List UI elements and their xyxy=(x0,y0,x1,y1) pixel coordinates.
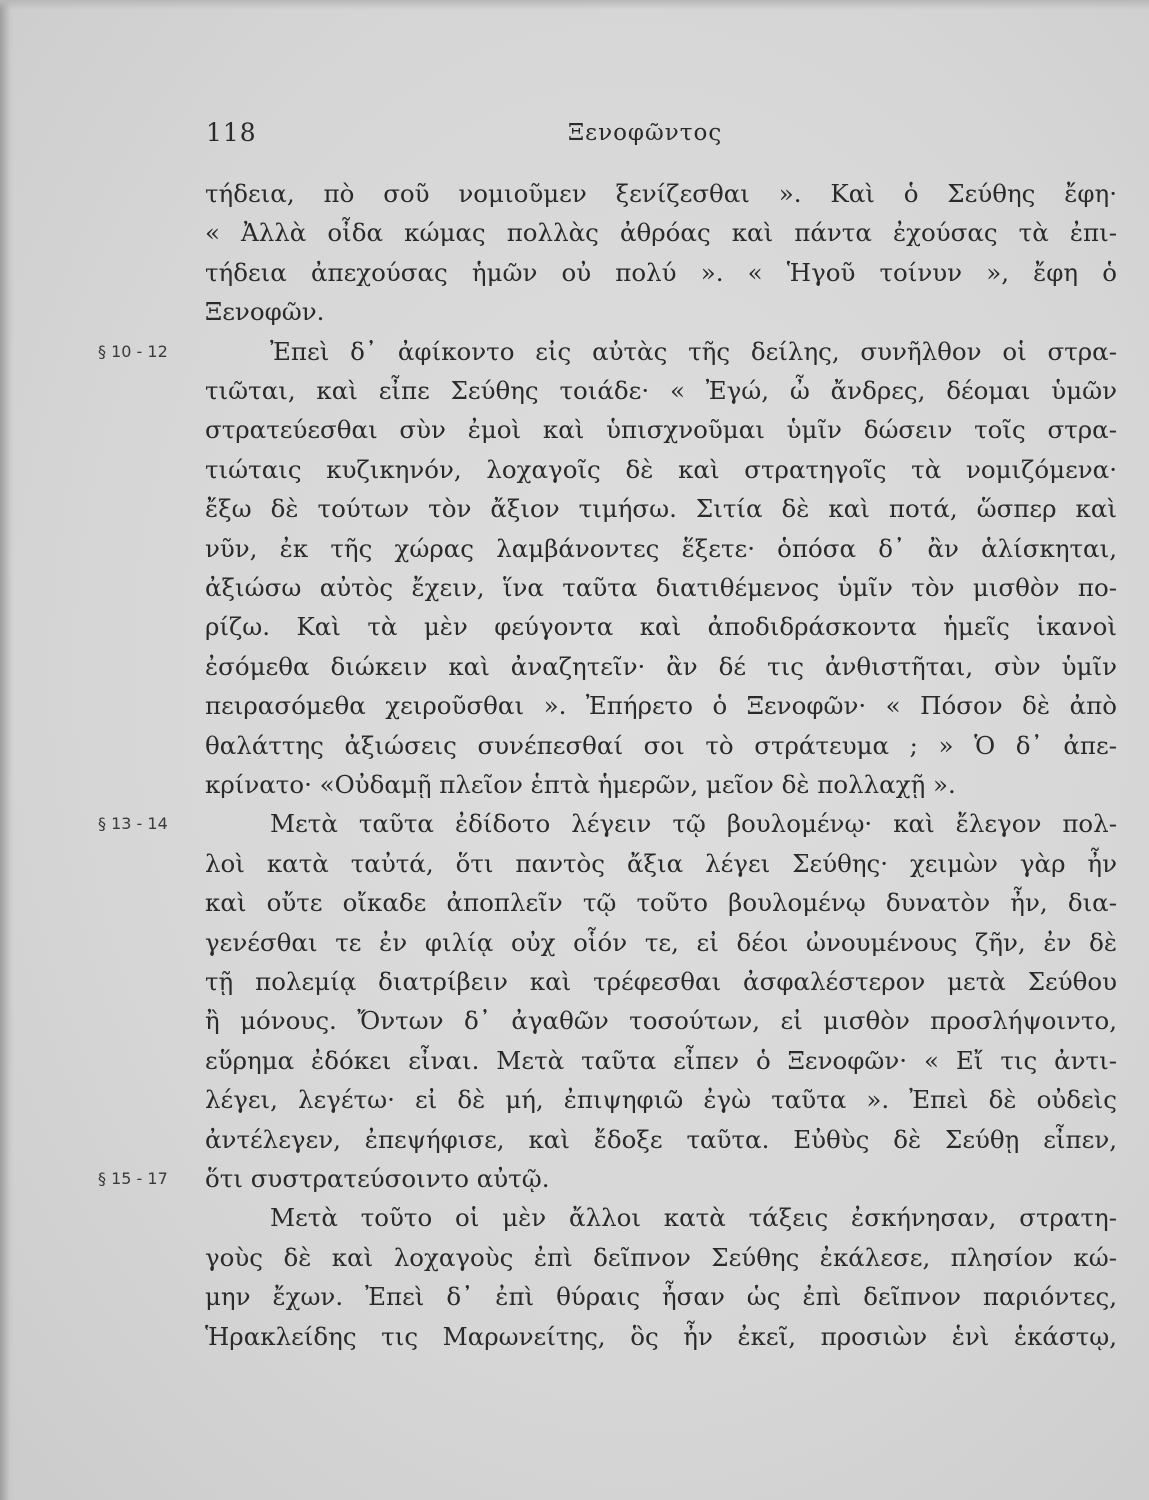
text-line: καὶ οὔτε οἴκαδε ἀποπλεῖν τῷ τοῦτο βουλομένῳ δυνατὸν ἦν, δια- xyxy=(205,888,1117,918)
text-line: Ἐπεὶ δ᾽ ἀφίκοντο εἰς αὐτὰς τῆς δείλης, συνῆλθον οἱ στρα- xyxy=(270,336,1117,366)
text-line: ρίζω. Καὶ τὰ μὲν φεύγοντα καὶ ἀποδιδράσκοντα ἡμεῖς ἱκανοὶ xyxy=(205,612,1117,642)
text-line: τιῶται, καὶ εἶπε Σεύθης τοιάδε· « Ἐγώ, ὦ ἄνδρες, δέομαι ὑμῶν xyxy=(205,376,1117,405)
text-line: γενέσθαι τε ἐν φιλίᾳ οὐχ οἷόν τε, εἰ δέοι ὠνουμένους ζῆν, ἐν δὲ xyxy=(205,927,1117,957)
text-line: ἔξω δὲ τούτων τὸν ἄξιον τιμήσω. Σιτία δὲ καὶ ποτά, ὥσπερ καὶ xyxy=(205,494,1117,524)
text-line: ἢ μόνους. Ὄντων δ᾽ ἀγαθῶν τοσούτων, εἰ μισθὸν προσλήψοιντο, xyxy=(205,1006,1117,1036)
text-line: νῦν, ἐκ τῆς χώρας λαμβάνοντες ἕξετε· ὁπόσα δ᾽ ἂν ἁλίσκηται, xyxy=(205,533,1117,563)
text-line: ὅτι συστρατεύσοιντο αὐτῷ. xyxy=(205,1164,550,1193)
text-line: τῇ πολεμίᾳ διατρίβειν καὶ τρέφεσθαι ἀσφαλέστερον μετὰ Σεύθου xyxy=(205,967,1117,996)
text-line: τιώταις κυζικηνόν, λοχαγοῖς δὲ καὶ στρατηγοῖς τὰ νομιζόμενα· xyxy=(205,454,1117,484)
page-top-shadow xyxy=(0,0,1149,10)
section-marginal-note: § 13 - 14 xyxy=(98,814,168,834)
text-line: γοὺς δὲ καὶ λοχαγοὺς ἐπὶ δεῖπνον Σεύθης ἐκάλεσε, πλησίον κώ- xyxy=(205,1242,1117,1272)
text-line: τήδεια ἀπεχούσας ἡμῶν οὐ πολύ ». « Ἡγοῦ τοίνυν », ἔφη ὁ xyxy=(205,257,1117,287)
section-marginal-note: § 15 - 17 xyxy=(98,1169,168,1188)
text-line: Μετὰ ταῦτα ἐδίδοτο λέγειν τῷ βουλομένῳ· καὶ ἔλεγον πολ- xyxy=(270,809,1117,839)
text-line: ἀντέλεγεν, ἐπεψήφισε, καὶ ἔδοξε ταῦτα. Εὐθὺς δὲ Σεύθῃ εἶπεν, xyxy=(205,1124,1117,1154)
text-line: κρίνατο· «Οὐδαμῇ πλεῖον ἑπτὰ ἡμερῶν, μεῖον δὲ πολλαχῇ ». xyxy=(205,770,956,799)
page-header xyxy=(0,118,1149,158)
text-line: στρατεύεσθαι σὺν ἐμοὶ καὶ ὑπισχνοῦμαι ὑμῖν δώσειν τοῖς στρα- xyxy=(205,415,1117,445)
text-line: λέγει, λεγέτω· εἰ δὲ μή, ἐπιψηφιῶ ἐγὼ ταῦτα ». Ἐπεὶ δὲ οὐδεὶς xyxy=(205,1085,1117,1115)
text-line: ἐσόμεθα διώκειν καὶ ἀναζητεῖν· ἂν δέ τις ἀνθιστῆται, σὺν ὑμῖν xyxy=(205,651,1117,681)
text-line: θαλάττης ἀξιώσεις συνέπεσθαί σοι τὸ στράτευμα ; » Ὁ δ᾽ ἀπε- xyxy=(205,730,1117,760)
section-marginal-note: § 10 - 12 xyxy=(98,341,168,361)
text-line: πειρασόμεθα χειροῦσθαι ». Ἐπήρετο ὁ Ξενοφῶν· « Πόσον δὲ ἀπὸ xyxy=(205,691,1117,721)
text-line: Ξενοφῶν. xyxy=(205,297,325,327)
text-line: λοὶ κατὰ ταὐτά, ὅτι παντὸς ἄξια λέγει Σεύθης· χειμὼν γὰρ ἦν xyxy=(205,848,1117,878)
text-line: μην ἔχων. Ἐπεὶ δ᾽ ἐπὶ θύραις ἦσαν ὡς ἐπὶ δεῖπνον παριόντες, xyxy=(205,1282,1117,1312)
page-gutter-shadow xyxy=(0,0,14,1500)
text-line: « Ἀλλὰ οἶδα κώμας πολλὰς ἀθρόας καὶ πάντα ἐχούσας τὰ ἐπι- xyxy=(205,218,1117,248)
running-title: Ξενοφῶντος xyxy=(568,120,723,146)
text-line: Μετὰ τοῦτο οἱ μὲν ἄλλοι κατὰ τάξεις ἐσκήνησαν, στρατη- xyxy=(270,1203,1117,1233)
text-line: Ἡρακλείδης τις Μαρωνείτης, ὃς ἦν ἐκεῖ, προσιὼν ἑνὶ ἑκάστῳ, xyxy=(205,1321,1117,1351)
text-line: εὕρημα ἐδόκει εἶναι. Μετὰ ταῦτα εἶπεν ὁ Ξενοφῶν· « Εἴ τις ἀντι- xyxy=(205,1045,1117,1075)
page-number: 118 xyxy=(206,118,257,147)
text-line: τήδεια, πὸ σοῦ νομιοῦμεν ξενίζεσθαι ». Καὶ ὁ Σεύθης ἔφη· xyxy=(205,179,1117,208)
text-line: ἀξιώσω αὐτὸς ἔχειν, ἵνα ταῦτα διατιθέμενος ὑμῖν τὸν μισθὸν πο- xyxy=(205,573,1117,602)
